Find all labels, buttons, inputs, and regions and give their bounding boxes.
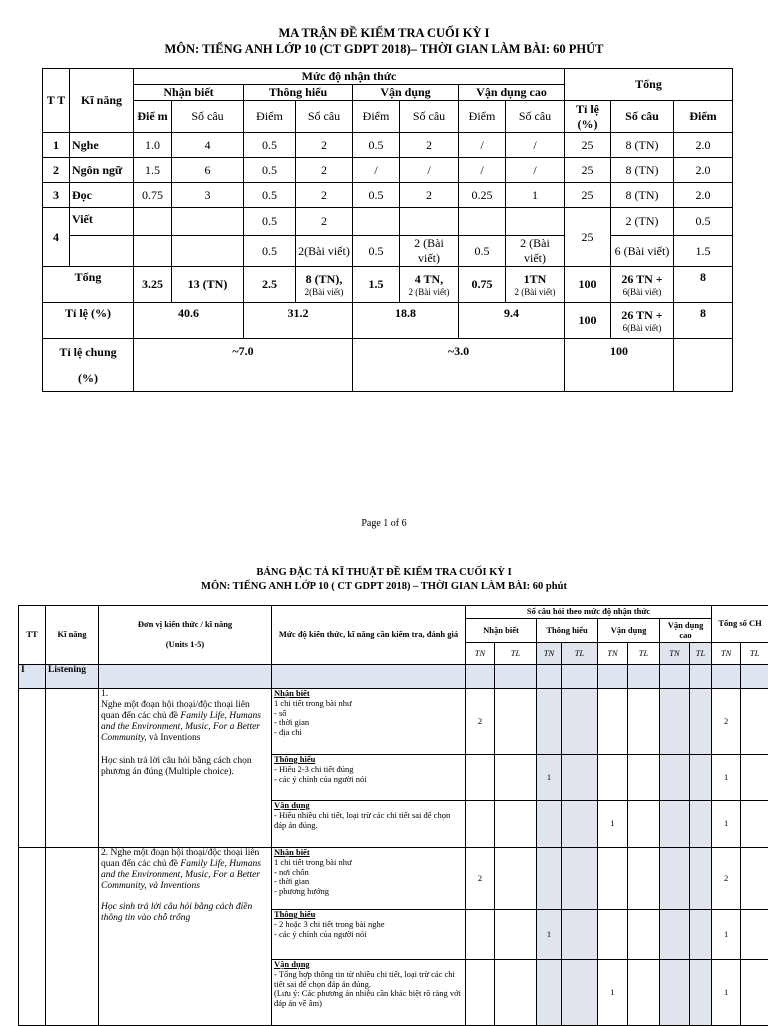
page-number: Page 1 of 6 bbox=[0, 518, 768, 529]
header-diem: Điểm bbox=[674, 101, 733, 133]
header-vdc: Vận dụng cao bbox=[459, 85, 565, 101]
spec-row: Thông hiểu - 2 hoặc 3 chi tiết trong bài nghe - các ý chính của người nói 1 1 bbox=[19, 910, 768, 960]
header-socau: Số câu bbox=[172, 101, 244, 133]
table-row-writing: 0.5 2(Bài viết) 0.5 2 (Bài viết) 0.5 2 (Bài viết) 6 (Bài viết) 1.5 bbox=[43, 236, 733, 267]
header-diem: Điểm bbox=[353, 101, 400, 133]
spec-table: TT Kĩ năng Đơn vị kiến thức / kĩ năng (Units 1-5) Mức độ kiến thức, kĩ năng cần kiểm tra, đánh giá Số câu hỏi theo mức độ nhận thức Tổng số CH Nhận biết Thông hiểu Vận dụng Vận dụng cao TN TL TN TL TN TL TN TL TN TL I Listening 1. Nghe một đoạn hội thoại/độc thoại liên quan đến các chủ đề Family Life, Humans and the Environment, Music, For a Better Community, và Inventions Học sinh trả lời câu hỏi bằng cách chọn phương án đúng (Multiple choice). Nhận biết 1 chi tiết trong bài như - số - thời gian - địa chỉ 2 2 Thông hiểu - Hiểu 2-3 chi tiết đúng - các ý chính của người nói 1 1 Vận dụng - Hiểu nhiều chi tiết, loại trừ các chi tiết sai để chọn đáp án đúng. 1 1 2. Nghe một đoạn hội thoại/độc thoại liên quan đến các chủ đề Family Life, Humans and the Environment, Music, For a Better Community, và Inventions Học sinh trả lời câu hỏi bằng cách điền thông tin vào chỗ trống Nhận biết 1 chi tiết trong bài như - nơi chốn - thời gian - phương hướng 2 2 Thông hiểu - 2 hoặc 3 chi tiết trong bài nghe - các ý chính của người nói 1 1 Vận dụng - Tổng hợp thông tin từ nhiều chi tiết, loại trừ các chi tiết sai để chọn đáp án đúng. (Lưu ý: Các phương án nhiễu cần khác biệt rõ ràng với đáp án về âm) 1 1 bbox=[18, 605, 768, 1026]
spec-row: Thông hiểu - Hiểu 2-3 chi tiết đúng - các ý chính của người nói 1 1 bbox=[19, 755, 768, 801]
table-row-ratio: Tỉ lệ (%) 40.6 31.2 18.8 9.4 100 26 TN + 6(Bài viết) 8 bbox=[43, 303, 733, 339]
header-diem: Điể m bbox=[134, 101, 172, 133]
spec-row: Vận dụng - Hiểu nhiều chi tiết, loại trừ các chi tiết sai để chọn đáp án đúng. 1 1 bbox=[19, 801, 768, 848]
spec-title: BẢNG ĐẶC TẢ KĨ THUẬT ĐỀ KIỂM TRA CUỐI KỲ I bbox=[0, 567, 768, 578]
table-row: 3 Đọc 0.75 3 0.5 2 0.5 2 0.25 1 25 8 (TN) 2.0 bbox=[43, 183, 733, 208]
header-tt: T T bbox=[43, 69, 70, 133]
header-tile: Tỉ lệ (%) bbox=[565, 101, 611, 133]
header-th: Thông hiểu bbox=[244, 85, 353, 101]
spec-row: 1. Nghe một đoạn hội thoại/độc thoại liên quan đến các chủ đề Family Life, Humans and the Environment, Music, For a Better Community, và Inventions Học sinh trả lời câu hỏi bằng cách chọn phương án đúng (Multiple choice). Nhận biết 1 chi tiết trong bài như - số - thời gian - địa chỉ 2 2 bbox=[19, 689, 768, 755]
header-level: Mức độ nhận thức bbox=[134, 69, 565, 85]
matrix-subtitle: MÔN: TIẾNG ANH LỚP 10 (CT GDPT 2018)– THỜI GIAN LÀM BÀI: 60 PHÚT bbox=[0, 42, 768, 57]
header-socau: Số câu bbox=[400, 101, 459, 133]
spec-row: Vận dụng - Tổng hợp thông tin từ nhiều chi tiết, loại trừ các chi tiết sai để chọn đáp án đúng. (Lưu ý: Các phương án nhiễu cần khác biệt rõ ràng với đáp án về âm) 1 1 bbox=[19, 960, 768, 1026]
table-row: 1 Nghe 1.0 4 0.5 2 0.5 2 / / 25 8 (TN) 2.0 bbox=[43, 133, 733, 158]
header-socau: Số câu bbox=[296, 101, 353, 133]
header-vd: Vận dụng bbox=[353, 85, 459, 101]
table-row-general: Tỉ lệ chung (%) ~7.0 ~3.0 100 bbox=[43, 339, 733, 392]
header-diem: Điểm bbox=[244, 101, 296, 133]
spec-subtitle: MÔN: TIẾNG ANH LỚP 10 ( CT GDPT 2018) – THỜI GIAN LÀM BÀI: 60 phút bbox=[0, 581, 768, 592]
table-row-total: Tổng 3.25 13 (TN) 2.5 8 (TN), 2(Bài viết) 1.5 4 TN, 2 (Bài viết) 0.75 1TN 2 (Bài viết) 100 26 TN + 6(Bài viết) 8 bbox=[43, 267, 733, 303]
section-row: I Listening bbox=[19, 665, 768, 689]
spec-row: 2. Nghe một đoạn hội thoại/độc thoại liên quan đến các chủ đề Family Life, Humans and the Environment, Music, For a Better Community, và Inventions Học sinh trả lời câu hỏi bằng cách điền thông tin vào chỗ trống Nhận biết 1 chi tiết trong bài như - nơi chốn - thời gian - phương hướng 2 2 bbox=[19, 848, 768, 910]
header-diem: Điểm bbox=[459, 101, 506, 133]
table-row: 2 Ngôn ngữ 1.5 6 0.5 2 / / / / 25 8 (TN) 2.0 bbox=[43, 158, 733, 183]
header-nb: Nhận biết bbox=[134, 85, 244, 101]
header-socau: Số câu bbox=[506, 101, 565, 133]
header-total: Tổng bbox=[565, 69, 733, 101]
header-skill: Kĩ năng bbox=[70, 69, 134, 133]
matrix-table bbox=[42, 68, 733, 392]
header-socau: Số câu bbox=[611, 101, 674, 133]
matrix-title: MA TRẬN ĐỀ KIỂM TRA CUỐI KỲ I bbox=[0, 26, 768, 41]
table-row-writing: 4 Viết 0.5 2 25 2 (TN) 0.5 bbox=[43, 208, 733, 236]
